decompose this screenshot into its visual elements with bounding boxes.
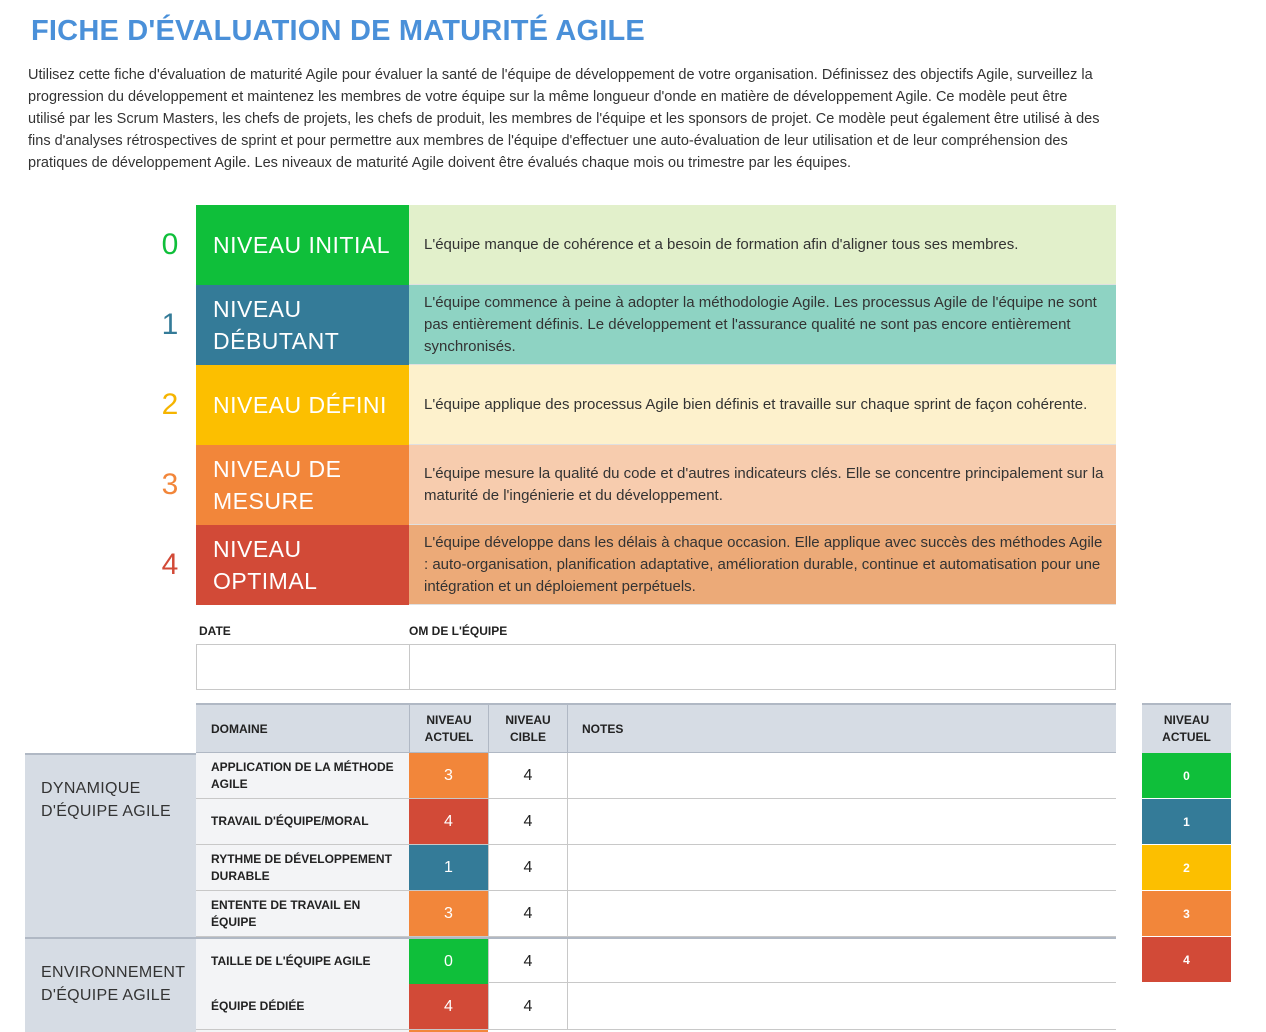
- current-level-cell[interactable]: 3: [409, 753, 488, 798]
- level-number: 3: [161, 468, 179, 501]
- current-level-cell[interactable]: 1: [409, 845, 488, 890]
- domain-cell: RYTHME DE DÉVELOPPEMENT DURABLE: [196, 845, 409, 890]
- level-number: 4: [161, 548, 179, 581]
- level-description: L'équipe applique des processus Agile bien définis et travaille sur chaque sprint de façon cohérente.: [409, 365, 1116, 445]
- team-name-field[interactable]: [410, 645, 1115, 689]
- table-row: [196, 891, 1116, 937]
- level-row-4: [150, 525, 1116, 605]
- domain-cell: TRAVAIL D'ÉQUIPE/MORAL: [196, 799, 409, 844]
- notes-cell[interactable]: [568, 799, 1116, 844]
- target-level-cell[interactable]: 4: [488, 753, 568, 798]
- header-current-level: NIVEAU ACTUEL: [409, 705, 488, 753]
- key-level-4: 4: [1142, 937, 1231, 983]
- table-row: [196, 799, 1116, 845]
- level-name: NIVEAU DÉBUTANT: [196, 285, 409, 365]
- current-level-cell[interactable]: 3: [409, 891, 488, 936]
- group-environnement: ENVIRONNEMENT D'ÉQUIPE AGILE: [25, 937, 196, 1032]
- domain-cell: ENTENTE DE TRAVAIL EN ÉQUIPE: [196, 891, 409, 936]
- target-level-cell[interactable]: 4: [488, 984, 568, 1029]
- level-description: L'équipe développe dans les délais à chaque occasion. Elle applique avec succès des méthodes Agile : auto-organisation, planification adaptative, amélioration durable, continue et automatisation pour une intégration et un déploiement perpétuels.: [409, 525, 1116, 605]
- notes-cell[interactable]: [568, 845, 1116, 890]
- level-row-3: [150, 445, 1116, 525]
- notes-cell[interactable]: [568, 891, 1116, 936]
- page-title: FICHE D'ÉVALUATION DE MATURITÉ AGILE: [31, 15, 645, 47]
- level-row-0: [150, 205, 1116, 285]
- group-dynamique: DYNAMIQUE D'ÉQUIPE AGILE: [25, 753, 196, 937]
- level-number: 2: [161, 388, 179, 421]
- level-name: NIVEAU INITIAL: [196, 205, 409, 285]
- level-description: L'équipe manque de cohérence et a besoin de formation afin d'aligner tous ses membres.: [409, 205, 1116, 285]
- maturity-levels-legend: [150, 205, 1116, 605]
- team-name-label: OM DE L'ÉQUIPE: [409, 624, 508, 638]
- header-domain: DOMAINE: [211, 721, 268, 736]
- notes-cell[interactable]: [568, 753, 1116, 798]
- key-level-1: 1: [1142, 799, 1231, 845]
- table-header: [196, 703, 1116, 753]
- table-row: [196, 984, 1116, 1030]
- level-row-1: [150, 285, 1116, 365]
- key-level-0: 0: [1142, 753, 1231, 799]
- level-row-2: [150, 365, 1116, 445]
- date-team-inputs: [196, 644, 1116, 690]
- target-level-cell[interactable]: 4: [488, 939, 568, 984]
- domain-cell: TAILLE DE L'ÉQUIPE AGILE: [196, 939, 409, 984]
- domain-cell: APPLICATION DE LA MÉTHODE AGILE: [196, 753, 409, 798]
- date-field[interactable]: [197, 645, 410, 689]
- table-row: [196, 937, 1116, 983]
- level-name: NIVEAU DE MESURE: [196, 445, 409, 525]
- notes-cell[interactable]: [568, 939, 1116, 984]
- level-number: 0: [161, 228, 179, 261]
- key-header: NIVEAU ACTUEL: [1142, 703, 1231, 753]
- current-level-cell[interactable]: 4: [409, 984, 488, 1029]
- key-level-3: 3: [1142, 891, 1231, 937]
- notes-cell[interactable]: [568, 984, 1116, 1029]
- level-name: NIVEAU OPTIMAL: [196, 525, 409, 605]
- level-name: NIVEAU DÉFINI: [196, 365, 409, 445]
- table-row: [196, 753, 1116, 799]
- target-level-cell[interactable]: 4: [488, 891, 568, 936]
- level-description: L'équipe mesure la qualité du code et d'autres indicateurs clés. Elle se concentre principalement sur la maturité de l'ingénierie et du développement.: [409, 445, 1116, 525]
- level-description: L'équipe commence à peine à adopter la méthodologie Agile. Les processus Agile de l'équipe ne sont pas entièrement définis. Le développement et l'assurance qualité ne sont pas encore entièrement synchronisés.: [409, 285, 1116, 365]
- header-target-level: NIVEAU CIBLE: [488, 705, 568, 753]
- target-level-cell[interactable]: 4: [488, 799, 568, 844]
- header-notes: NOTES: [582, 721, 624, 736]
- current-level-cell[interactable]: 0: [409, 939, 488, 984]
- key-level-2: 2: [1142, 845, 1231, 891]
- current-level-key: [1142, 703, 1231, 983]
- current-level-cell[interactable]: 4: [409, 799, 488, 844]
- target-level-cell[interactable]: 4: [488, 845, 568, 890]
- intro-text: Utilisez cette fiche d'évaluation de maturité Agile pour évaluer la santé de l'équipe de développement de votre organisation. Définissez des objectifs Agile, surveillez la progression du développement et maintenez les membres de votre équipe sur la même longueur d'onde en matière de développement Agile. Ce modèle peut être utilisé par les Scrum Masters, les chefs de projets, les chefs de produit, les membres de l'équipe et les sponsors de projet. Ce modèle peut également être utilisé à des fins d'analyses rétrospectives de sprint et pour permettre aux membres de l'équipe d'effectuer une auto-évaluation de leur utilisation et de leur compréhension des pratiques de développement Agile. Les niveaux de maturité Agile doivent être évalués chaque mois ou trimestre par les équipes.: [28, 67, 1100, 171]
- level-number: 1: [161, 308, 179, 341]
- domain-cell: ÉQUIPE DÉDIÉE: [196, 984, 409, 1029]
- date-label: DATE: [199, 624, 231, 638]
- table-row: [196, 845, 1116, 891]
